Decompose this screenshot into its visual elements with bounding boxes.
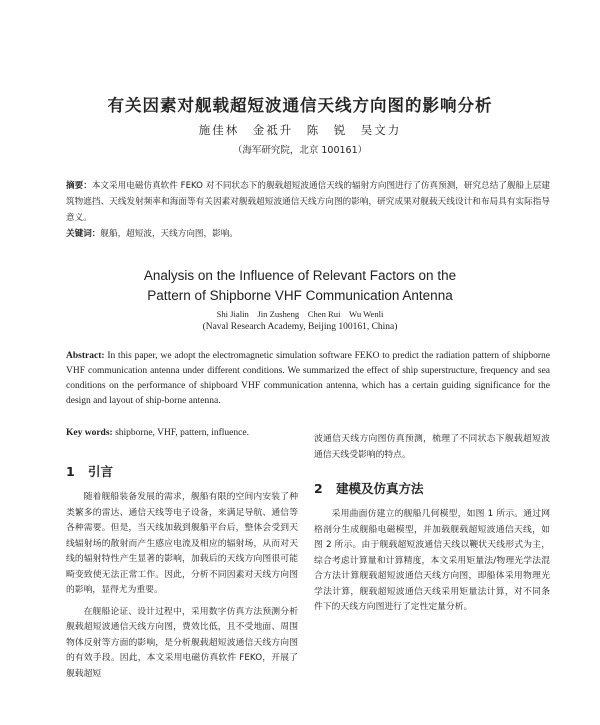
paper-title-en-line1: Analysis on the Influence of Relevant Factors on the: [143, 268, 457, 283]
abstract-cn: [66, 178, 550, 242]
keywords-cn: [66, 226, 550, 242]
keywords-cn-text: 舰船，超短波，天线方向图，影响。: [100, 229, 238, 239]
affiliation-cn: （海军研究院，北京 100161）: [232, 145, 368, 156]
paper-title-en: [0, 266, 600, 306]
section-1-heading: [66, 462, 298, 480]
abstract-cn-body: [66, 178, 550, 226]
keywords-en-text: shipborne, VHF, pattern, influence.: [112, 428, 249, 438]
section-1-number: 1: [66, 464, 75, 479]
abstract-en-text: In this paper, we adopt the electromagnetic simulation software FEKO to predict the radiation pattern of shipborne VHF communication antenna under different conditions. We summarized the effect of ship superstructure, frequency and sea conditions on the performance of shipboard VHF communication antenna, which has a certain guiding significance for the design and layout of ship-borne antenna.: [66, 351, 550, 406]
abstract-en: [66, 349, 550, 409]
authors-en: Shi Jialin Jin Zusheng Chen Rui Wu Wenli: [216, 309, 384, 319]
abstract-cn-label: 摘要：: [66, 181, 92, 191]
section-2-title: 建模及仿真方法: [336, 481, 424, 496]
paper-title-en-line2: Pattern of Shipborne VHF Communication Antenna: [147, 288, 453, 303]
section-1-paragraph-1: 随着舰船装备发展的需求，舰船有限的空间内安装了种类繁多的雷达、通信天线等电子设备，来满足导航、通信等各种需要。但是，当天线加载到舰船平台后，整体会受到天线辐射场的散射而产生感应电流及相应的辐射场，从而对天线的辐射特性产生显著的影响，加载后的天线方向图很可能畸变致使无法正常工作。因此，分析不同因素对天线方向图的影响，显得尤为重要。: [66, 492, 298, 595]
left-column: [66, 462, 298, 682]
abstract-en-label: Abstract:: [66, 351, 105, 361]
section-2-heading: [314, 479, 550, 497]
section-1-title: 引言: [88, 464, 114, 479]
keywords-en-label: Key words:: [66, 428, 113, 438]
keywords-cn-label: 关键词：: [66, 229, 101, 239]
section-2-paragraph-1: 采用曲面仿建立的舰船几何模型，如图 1 所示。通过网格剖分生成舰船电磁模型，并加载舰载超短波通信天线，如图 2 所示。由于舰载超短波通信天线以鞭状天线形式为主，综合考虑计算量和计算精度，本文采用矩量法/物理光学法混合方法计算舰载超短波通信天线方向图，即船体采用物理光学法计算，舰载超短波通信天线采用矩量法计算，对不同条件下的天线方向图进行了定性定量分析。: [314, 509, 550, 612]
affiliation-en: (Naval Research Academy, Beijing 100161, China): [202, 322, 398, 332]
section-1-paragraph-2: 在舰船论证、设计过程中，采用数字仿真方法预测分析舰载超短波通信天线方向图，费效比低，且不受地面、周围物体反射等方面的影响，是分析舰载超短波通信天线方向图的有效手段。因此，本文采用电磁仿真软件 FEKO，开展了舰载超短: [66, 606, 298, 679]
section-1-continuation: 波通信天线方向图仿真预测，梳理了不同状态下舰载超短波通信天线受影响的特点。: [314, 434, 550, 460]
abstract-cn-text: 本文采用电磁仿真软件 FEKO 对不同状态下的舰载超短波通信天线的辐射方向图进行了仿真预测，研究总结了舰船上层建筑物遮挡、天线发射频率和海面等有关因素对舰载超短波通信天线方向图的影响，研究成果对舰载天线设计和布局具有实际指导意义。: [66, 181, 550, 223]
section-2-number: 2: [314, 481, 323, 496]
authors-cn: 施佳林 金祗升 陈 锐 吴文力: [198, 123, 402, 137]
right-column: [314, 434, 550, 616]
paper-title-cn: 有关因素对舰载超短波通信天线方向图的影响分析: [107, 96, 493, 115]
